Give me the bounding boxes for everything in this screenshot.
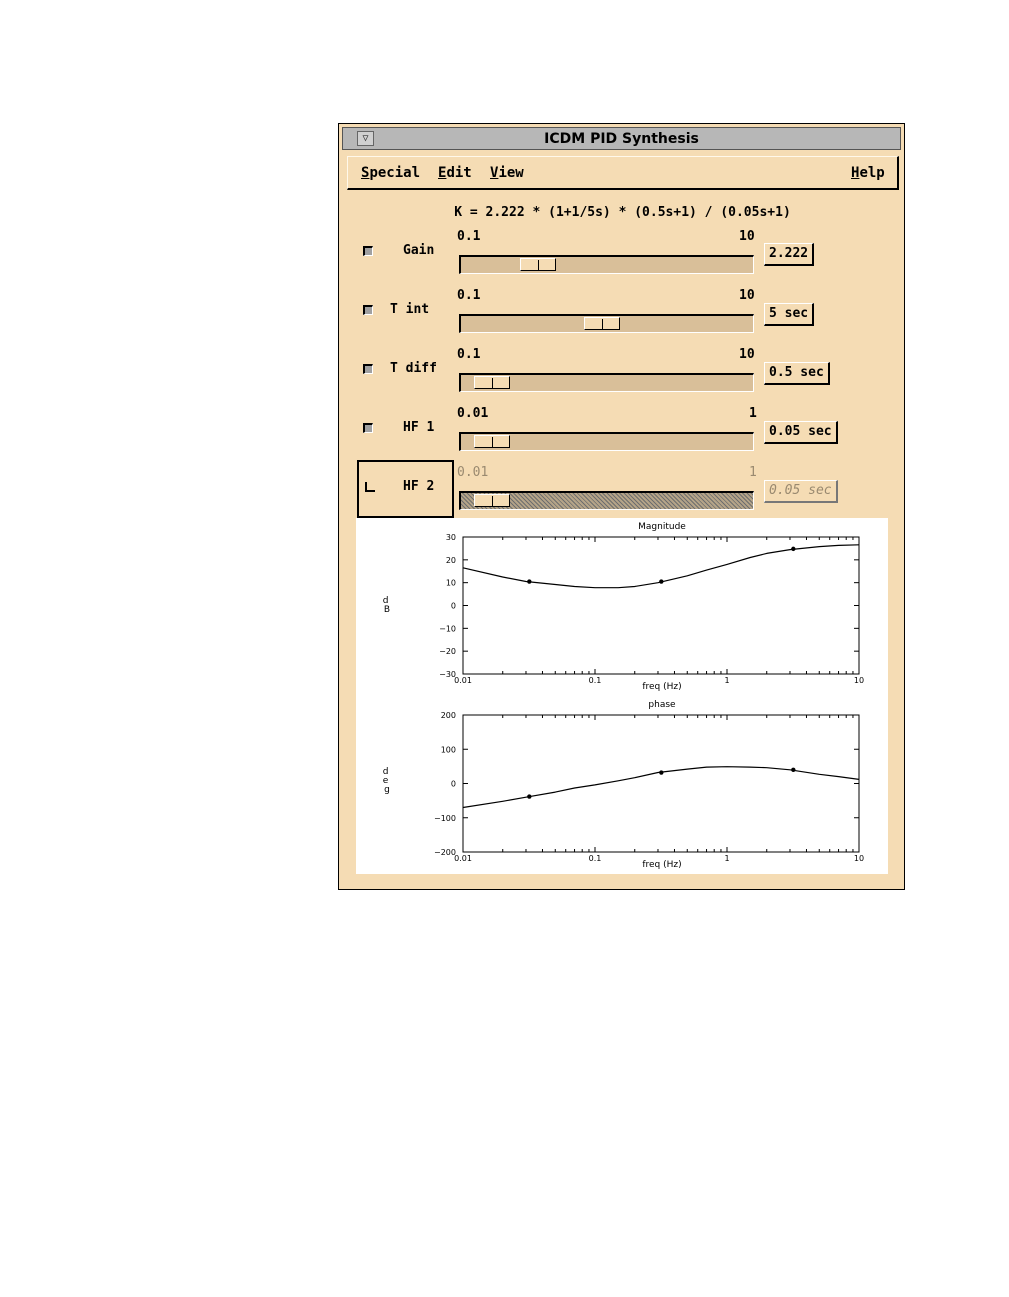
menu-help[interactable]: Help (851, 165, 885, 181)
hf1-slider-thumb[interactable] (474, 435, 510, 448)
phase-ytick-label: 200 (440, 711, 456, 720)
phase-marker[interactable] (527, 794, 531, 798)
hf1-range-min: 0.01 (457, 406, 489, 421)
gain-checkbox[interactable] (363, 246, 373, 256)
t-int-range-min: 0.1 (457, 288, 481, 303)
phase-title: phase (648, 700, 676, 710)
bode-plots (356, 518, 888, 874)
hf2-slider-thumb[interactable] (474, 494, 510, 507)
magnitude-marker[interactable] (659, 579, 663, 583)
t-diff-slider[interactable] (459, 373, 754, 392)
hf2-range-min: 0.01 (457, 465, 489, 480)
hf1-checkbox[interactable] (363, 423, 373, 433)
phase-plot-area (434, 711, 864, 863)
t-int-range-max: 10 (739, 288, 755, 303)
window-title: ICDM PID Synthesis (544, 131, 699, 147)
t-diff-range-min: 0.1 (457, 347, 481, 362)
menu-special[interactable]: Special (361, 165, 421, 181)
gain-range-max: 10 (739, 229, 755, 244)
t-diff-slider-thumb[interactable] (474, 376, 510, 389)
menu-view[interactable]: View (490, 165, 524, 181)
t-int-checkbox[interactable] (363, 305, 373, 315)
window-menu-button[interactable]: ▽ (357, 131, 374, 146)
phase-xtick-label: 1 (724, 854, 730, 863)
hf1-value-field[interactable]: 0.05 sec (764, 421, 838, 444)
gain-slider[interactable] (459, 255, 754, 274)
phase-ylabel-char-2: e (382, 776, 389, 786)
magnitude-marker[interactable] (527, 579, 531, 583)
phase-ytick-label: 100 (440, 745, 456, 755)
magnitude-ytick-label: 20 (445, 555, 456, 565)
magnitude-ylabel-char-1: d (382, 596, 389, 606)
magnitude-ylabel (383, 596, 392, 615)
phase-marker[interactable] (791, 768, 795, 772)
magnitude-ylabel-char-2: B (383, 605, 391, 615)
magnitude-marker[interactable] (791, 547, 795, 551)
t-int-value-field[interactable]: 5 sec (764, 303, 814, 326)
magnitude-ytick-label: −10 (439, 624, 456, 634)
hf2-slider[interactable] (459, 491, 754, 510)
gain-label: Gain (403, 243, 435, 258)
hf2-checkbox[interactable] (365, 482, 375, 492)
phase-xtick-label: 0.1 (588, 854, 602, 863)
magnitude-plot-area (439, 533, 864, 685)
menu-edit[interactable]: Edit (438, 165, 472, 181)
magnitude-xtick-label: 0.1 (588, 676, 602, 685)
gain-range-min: 0.1 (457, 229, 481, 244)
phase-ytick-label: −100 (434, 813, 456, 823)
menu-bar (347, 156, 899, 190)
magnitude-ytick-label: 10 (445, 578, 456, 588)
t-diff-range-max: 10 (739, 347, 755, 362)
magnitude-ytick-label: 30 (445, 533, 456, 542)
title-bar[interactable] (342, 127, 901, 150)
t-diff-value-field[interactable]: 0.5 sec (764, 362, 830, 385)
hf1-slider[interactable] (459, 432, 754, 451)
hf1-label: HF 1 (403, 420, 435, 435)
hf1-range-max: 1 (749, 406, 757, 421)
phase-ylabel-char-3: g (384, 785, 390, 795)
magnitude-frame (463, 537, 859, 674)
hf2-label: HF 2 (403, 479, 435, 494)
magnitude-title: Magnitude (638, 522, 686, 532)
hf2-value-field[interactable]: 0.05 sec (764, 480, 838, 503)
t-int-label: T int (390, 302, 430, 317)
t-int-slider-thumb[interactable] (584, 317, 620, 330)
magnitude-ytick-label: −30 (439, 670, 456, 679)
phase-xtick-label: 10 (853, 854, 865, 863)
magnitude-xtick-label: 0.01 (454, 676, 472, 685)
t-diff-label: T diff (390, 361, 437, 376)
bode-plot-svg (356, 518, 888, 874)
t-diff-checkbox[interactable] (363, 364, 373, 374)
phase-xlabel: freq (Hz) (642, 860, 682, 870)
magnitude-ytick-label: −20 (439, 647, 456, 657)
phase-ylabel (383, 767, 392, 795)
phase-marker[interactable] (659, 770, 663, 774)
pid-synthesis-window (338, 123, 905, 890)
phase-xtick-label: 0.01 (454, 854, 472, 863)
phase-frame (463, 715, 859, 852)
controller-formula: K = 2.222 * (1+1/5s) * (0.5s+1) / (0.05s+1) (454, 205, 791, 220)
phase-ytick-label: −200 (434, 848, 456, 857)
gain-slider-thumb[interactable] (520, 258, 556, 271)
phase-ytick-label: 0 (450, 779, 456, 789)
t-int-slider[interactable] (459, 314, 754, 333)
gain-value-field[interactable]: 2.222 (764, 243, 814, 266)
hf2-range-max: 1 (749, 465, 757, 480)
magnitude-xtick-label: 1 (724, 676, 730, 685)
phase-ylabel-char-1: d (382, 767, 389, 777)
magnitude-ytick-label: 0 (450, 601, 456, 611)
magnitude-xlabel: freq (Hz) (642, 682, 682, 692)
magnitude-xtick-label: 10 (853, 676, 865, 685)
